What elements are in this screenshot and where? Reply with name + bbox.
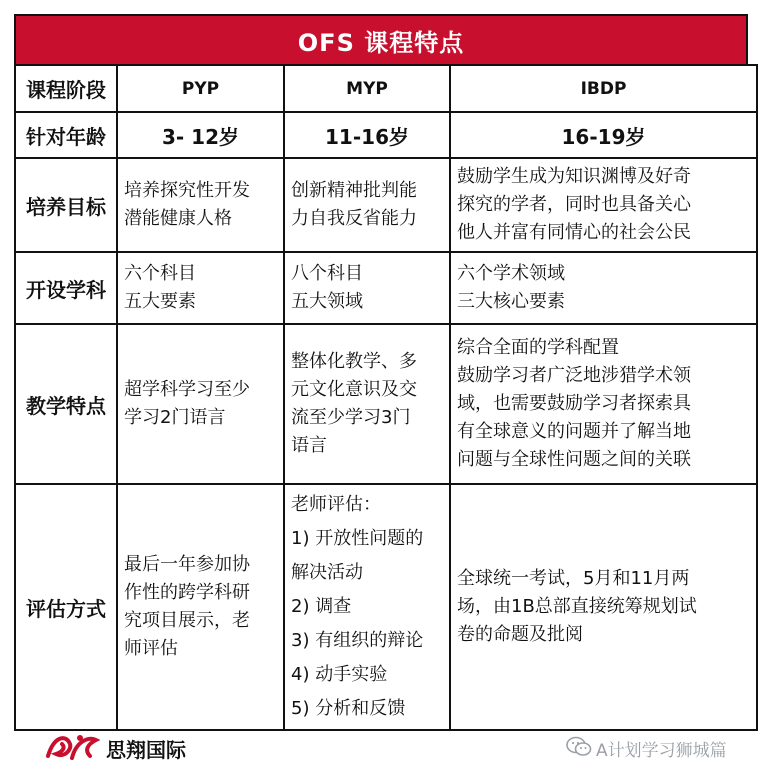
assessment-ibdp [450, 484, 757, 730]
goals-ibdp [450, 158, 757, 252]
teaching-myp-line: 语言 [291, 435, 327, 456]
age-pyp: 3- 12岁 [117, 112, 284, 158]
assessment-pyp-line: 作性的跨学科研 [124, 582, 250, 603]
teaching-ibdp [450, 324, 757, 484]
assessment-myp [284, 484, 450, 730]
row-label-age: 针对年龄 [15, 112, 117, 158]
teaching-row [15, 324, 757, 484]
teaching-myp-line: 元文化意识及交 [291, 379, 417, 400]
assessment-ibdp-line: 场，由1B总部直接统筹规划试 [457, 596, 697, 617]
table-title: OFS 课程特点 [14, 14, 748, 64]
col-header-ibdp: IBDP [450, 65, 757, 112]
teaching-ibdp-line: 域，也需要鼓励学习者探索具 [457, 393, 691, 414]
footer [0, 724, 762, 773]
assessment-ibdp-line: 全球统一考试，5月和11月两 [457, 568, 690, 589]
brand-name: 思翔国际 [106, 738, 186, 762]
subjects-ibdp-line: 三大核心要素 [457, 291, 565, 312]
subjects-row [15, 252, 757, 324]
col-header-myp: MYP [284, 65, 450, 112]
goals-ibdp-line: 他人并富有同情心的社会公民 [457, 222, 691, 243]
goals-myp-line: 力自我反省能力 [291, 208, 417, 229]
goals-pyp-line: 培养探究性开发 [124, 180, 250, 201]
age-ibdp: 16-19岁 [450, 112, 757, 158]
goals-myp [284, 158, 450, 252]
subjects-ibdp [450, 252, 757, 324]
goals-ibdp-line: 鼓励学生成为知识渊博及好奇 [457, 166, 691, 187]
col-header-pyp: PYP [117, 65, 284, 112]
assessment-pyp-line: 最后一年参加协 [124, 554, 250, 575]
row-label-goals: 培养目标 [15, 158, 117, 252]
teaching-ibdp-line: 综合全面的学科配置 [457, 337, 619, 358]
assessment-pyp-line: 究项目展示，老 [124, 610, 250, 631]
goals-row [15, 158, 757, 252]
goals-pyp [117, 158, 284, 252]
subjects-ibdp-line: 六个学术领域 [457, 263, 565, 284]
teaching-pyp-line: 超学科学习至少 [124, 379, 250, 400]
subjects-myp [284, 252, 450, 324]
assessment-myp-line: 解决活动 [291, 562, 363, 583]
row-label-teaching: 教学特点 [15, 324, 117, 484]
goals-myp-line: 创新精神批判能 [291, 180, 417, 201]
teaching-myp-line: 流至少学习3门 [291, 407, 411, 428]
assessment-myp-line: 3) 有组织的辩论 [291, 630, 424, 651]
teaching-ibdp-line: 有全球意义的问题并了解当地 [457, 421, 691, 442]
age-myp: 11-16岁 [284, 112, 450, 158]
wechat-icon [566, 736, 592, 758]
assessment-myp-line: 4) 动手实验 [291, 664, 388, 685]
assessment-row [15, 484, 757, 730]
subjects-pyp-line: 五大要素 [124, 291, 196, 312]
assessment-myp-line: 2) 调查 [291, 596, 352, 617]
assessment-pyp [117, 484, 284, 730]
teaching-myp-line: 整体化教学、多 [291, 351, 417, 372]
subjects-myp-line: 八个科目 [291, 263, 363, 284]
assessment-myp-line: 1) 开放性问题的 [291, 528, 424, 549]
assessment-ibdp-line: 卷的命题及批阅 [457, 624, 583, 645]
teaching-pyp [117, 324, 284, 484]
goals-ibdp-line: 探究的学者，同时也具备关心 [457, 194, 691, 215]
header-row [15, 65, 757, 112]
age-row [15, 112, 757, 158]
course-table-container [14, 14, 748, 731]
teaching-ibdp-line: 鼓励学习者广泛地涉猎学术领 [457, 365, 691, 386]
subjects-pyp-line: 六个科目 [124, 263, 196, 284]
row-label-assessment: 评估方式 [15, 484, 117, 730]
subjects-myp-line: 五大领域 [291, 291, 363, 312]
goals-pyp-line: 潜能健康人格 [124, 208, 232, 229]
assessment-pyp-line: 师评估 [124, 638, 178, 659]
wechat-account-name: A计划学习狮城篇 [596, 741, 727, 761]
subjects-pyp [117, 252, 284, 324]
brand-logo-icon [44, 730, 100, 764]
row-label-subjects: 开设学科 [15, 252, 117, 324]
teaching-ibdp-line: 问题与全球性问题之间的关联 [457, 449, 691, 470]
assessment-myp-line: 5) 分析和反馈 [291, 698, 406, 719]
course-features-table [14, 64, 758, 731]
assessment-myp-line: 老师评估： [291, 494, 381, 515]
teaching-pyp-line: 学习2门语言 [124, 407, 226, 428]
row-label-stage: 课程阶段 [15, 65, 117, 112]
teaching-myp [284, 324, 450, 484]
